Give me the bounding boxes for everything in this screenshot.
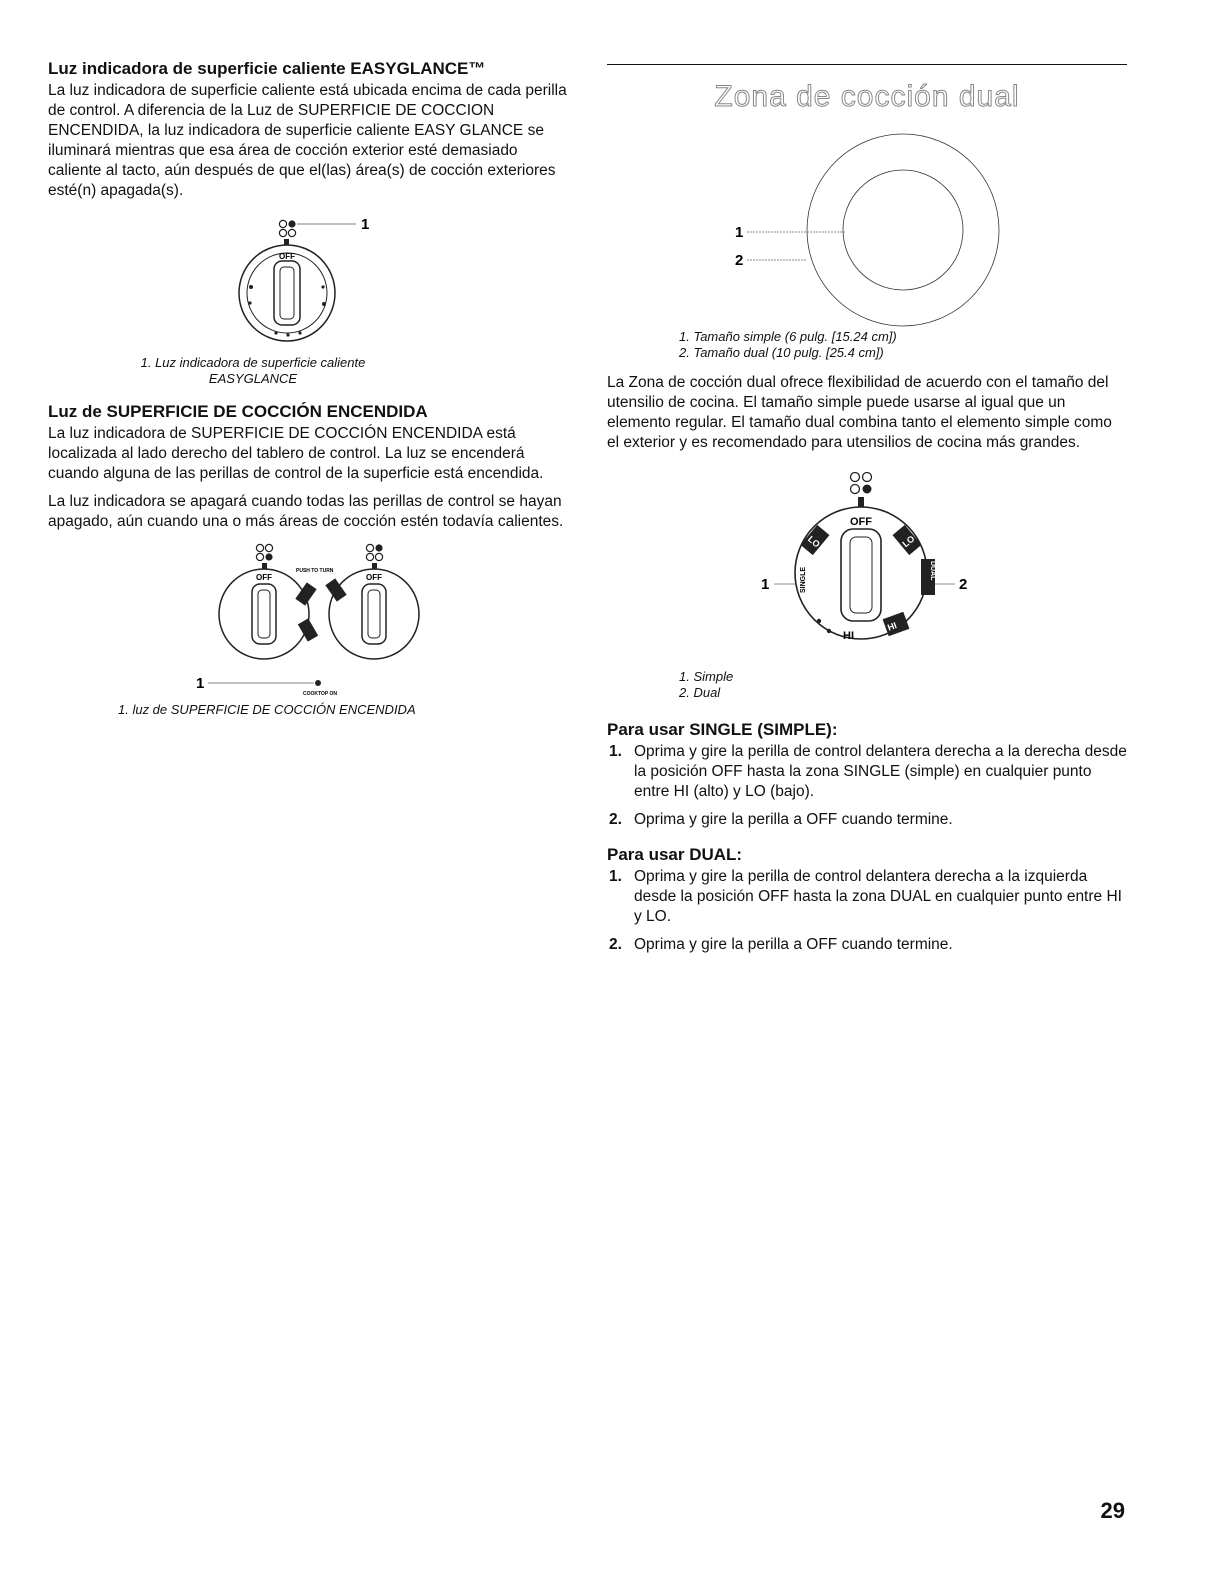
single-step-1 [607, 742, 1127, 802]
zone-title: Zona de cocción dual [714, 80, 1020, 113]
dual-knob-caption-2: 2. Dual [679, 685, 721, 700]
left-knob-off-label: OFF [256, 573, 272, 582]
dual-knob-dual-label: DUAL [929, 561, 936, 581]
left-knob [219, 569, 318, 659]
easyglance-knob-figure [48, 209, 568, 349]
section-rule [607, 64, 1127, 65]
circle-captions [679, 329, 1127, 361]
dual-step-2 [607, 935, 1127, 955]
cooktop-on-heading: Luz de SUPERFICIE DE COCCIÓN ENCENDIDA [48, 402, 428, 421]
control-knob [239, 245, 335, 341]
dual-step-1 [607, 867, 1127, 927]
single-step-2-num: 2. [609, 811, 622, 828]
dual-knob-lo-right: LO [900, 533, 917, 550]
dual-step-1-num: 1. [609, 868, 622, 885]
dual-zone-body: La Zona de cocción dual ofrece flexibilidad de acuerdo con el tamaño del utensilio de cocina. El tamaño simple puede usarse al igual que un elemento regular. El tamaño dual combina tanto el elemento simple como el exterior y es recomendado para utensilios de cocina más grandes. [607, 374, 1112, 451]
cooktop-on-label: COOKTOP ON [303, 691, 337, 697]
left-column [48, 58, 568, 718]
single-heading: Para usar SINGLE (SIMPLE): [607, 720, 838, 739]
cooktop-on-caption: 1. luz de SUPERFICIE DE COCCIÓN ENCENDIDA [118, 702, 416, 717]
right-knob [325, 569, 419, 659]
indicator-lights [279, 220, 295, 236]
page-number: 29 [1100, 1498, 1125, 1523]
dual-knob-captions [679, 669, 1127, 701]
dual-knob-caption-1: 1. Simple [679, 669, 734, 684]
dual-control-knob [795, 507, 936, 642]
easyglance-caption [48, 355, 458, 387]
circle-caption-1: 1. Tamaño simple (6 pulg. [15.24 cm]) [679, 329, 897, 344]
easyglance-heading: Luz indicadora de superficie caliente EASYGLANCE™ [48, 59, 486, 78]
dual-knob-hi-left: HI [843, 630, 854, 642]
dual-knob-lo-left: LO [805, 533, 822, 550]
circle-callout-1: 1 [735, 224, 744, 241]
knob-off-label: OFF [279, 252, 295, 261]
cooktop-on-body-1: La luz indicadora de SUPERFICIE DE COCCIÓN ENCENDIDA está localizada al lado derecho del tablero de control. La luz se encenderá cuando alguna de las perillas de control de la superficie está encendida. [48, 425, 544, 482]
right-knob-off-label: OFF [366, 573, 382, 582]
dual-knob-callout-2: 2 [959, 576, 968, 593]
circle-callout-2: 2 [735, 252, 744, 269]
cooktop-on-figure [48, 540, 568, 700]
dual-knob-off-label: OFF [850, 516, 872, 528]
easyglance-body: La luz indicadora de superficie caliente está ubicada encima de cada perilla de control. A diferencia de la Luz de SUPERFICIE DE COCCION ENCENDIDA, la luz indicadora de superficie caliente EASY GLANCE se iluminará mientras que esa área de cocción exterior esté demasiado caliente al tacto, aún después de que el(las) área(s) de cocción exteriores esté(n) apagada(s). [48, 82, 567, 199]
indicator-lights-right [366, 544, 382, 560]
figure-callout-1: 1 [361, 216, 370, 233]
dual-step-2-num: 2. [609, 936, 622, 953]
single-step-1-num: 1. [609, 743, 622, 760]
single-step-2 [607, 810, 1127, 830]
easyglance-caption-line1: 1. Luz indicadora de superficie caliente [140, 355, 366, 370]
dual-knob-hi-right: HI [886, 620, 899, 633]
dual-size-circle [807, 134, 999, 326]
cooktop-on-body-2: La luz indicadora se apagará cuando todas las perillas de control se hayan apagado, aún cuando una o más áreas de cocción estén todavía calientes. [48, 493, 564, 530]
circle-caption-2: 2. Tamaño dual (10 pulg. [25.4 cm]) [679, 345, 884, 360]
single-step-2-text: Oprima y gire la perilla a OFF cuando termine. [634, 811, 953, 828]
single-size-circle [843, 170, 963, 290]
single-steps [607, 742, 1127, 830]
dual-step-2-text: Oprima y gire la perilla a OFF cuando termine. [634, 936, 953, 953]
indicator-lights-left [256, 544, 272, 560]
easyglance-caption-line2: EASYGLANCE [208, 371, 298, 386]
dual-knob-callout-1: 1 [761, 576, 770, 593]
figure-callout-1b: 1 [196, 675, 205, 692]
cooktop-on-light [315, 680, 321, 686]
right-column [607, 64, 1127, 963]
dual-indicator-lights [851, 473, 872, 494]
dual-heading: Para usar DUAL: [607, 845, 743, 864]
dual-knob-figure [607, 463, 1127, 663]
dual-knob-single-label: SINGLE [800, 566, 807, 593]
dual-zone-circle-figure [607, 117, 1127, 327]
push-to-turn-label: PUSH TO TURN [296, 568, 334, 574]
single-step-1-text: Oprima y gire la perilla de control delantera derecha a la derecha desde la posición OFF hasta la zona SINGLE (simple) en cualquier punto entre HI (alto) y LO (bajo). [634, 743, 1127, 800]
dual-step-1-text: Oprima y gire la perilla de control delantera derecha a la izquierda desde la posición OFF hasta la zona DUAL en cualquier punto entre HI y LO. [634, 868, 1122, 925]
dual-steps [607, 867, 1127, 955]
